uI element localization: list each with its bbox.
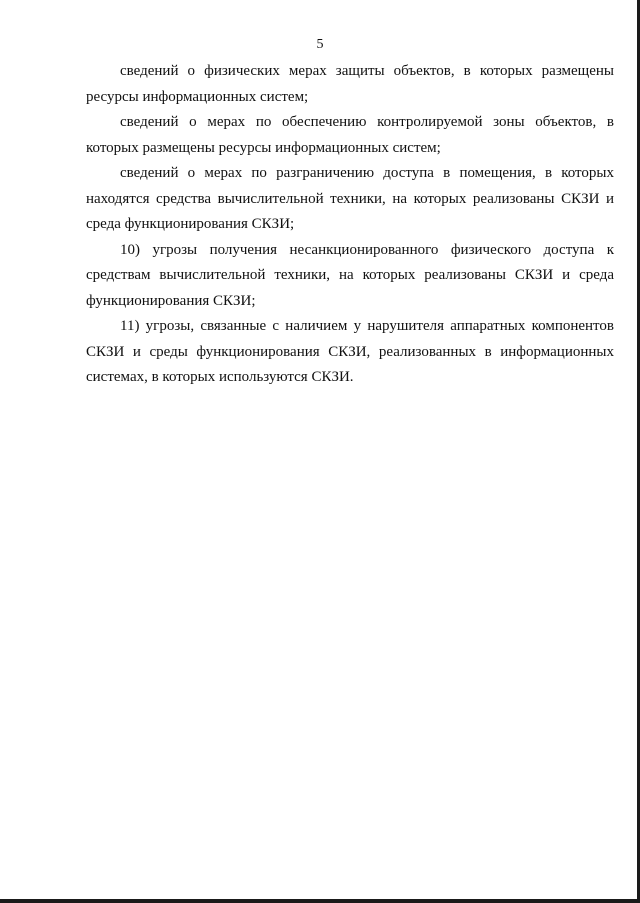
page-number: 5	[316, 37, 324, 52]
paragraph-controlled-zone: сведений о мерах по обеспечению контролируемой зоны объектов, в которых размещены ресурсы информационных систем;	[86, 114, 614, 156]
paragraph-access-control: сведений о мерах по разграничению доступа в помещения, в которых находятся средства вычислительной техники, на которых реализованы СКЗИ и среда функционирования СКЗИ;	[86, 165, 614, 232]
document-body	[86, 59, 614, 391]
paragraph-physical-protection: сведений о физических мерах защиты объектов, в которых размещены ресурсы информационных систем;	[86, 63, 614, 105]
paragraph-threat-10: 10) угрозы получения несанкционированного физического доступа к средствам вычислительной техники, на которых реализованы СКЗИ и среда функционирования СКЗИ;	[86, 241, 614, 309]
paragraph-threat-11: 11) угрозы, связанные с наличием у нарушителя аппаратных компонентов СКЗИ и среды функционирования СКЗИ, реализованных в информационных системах, в которых используются СКЗИ.	[86, 318, 614, 385]
scan-border-bottom	[0, 899, 640, 903]
